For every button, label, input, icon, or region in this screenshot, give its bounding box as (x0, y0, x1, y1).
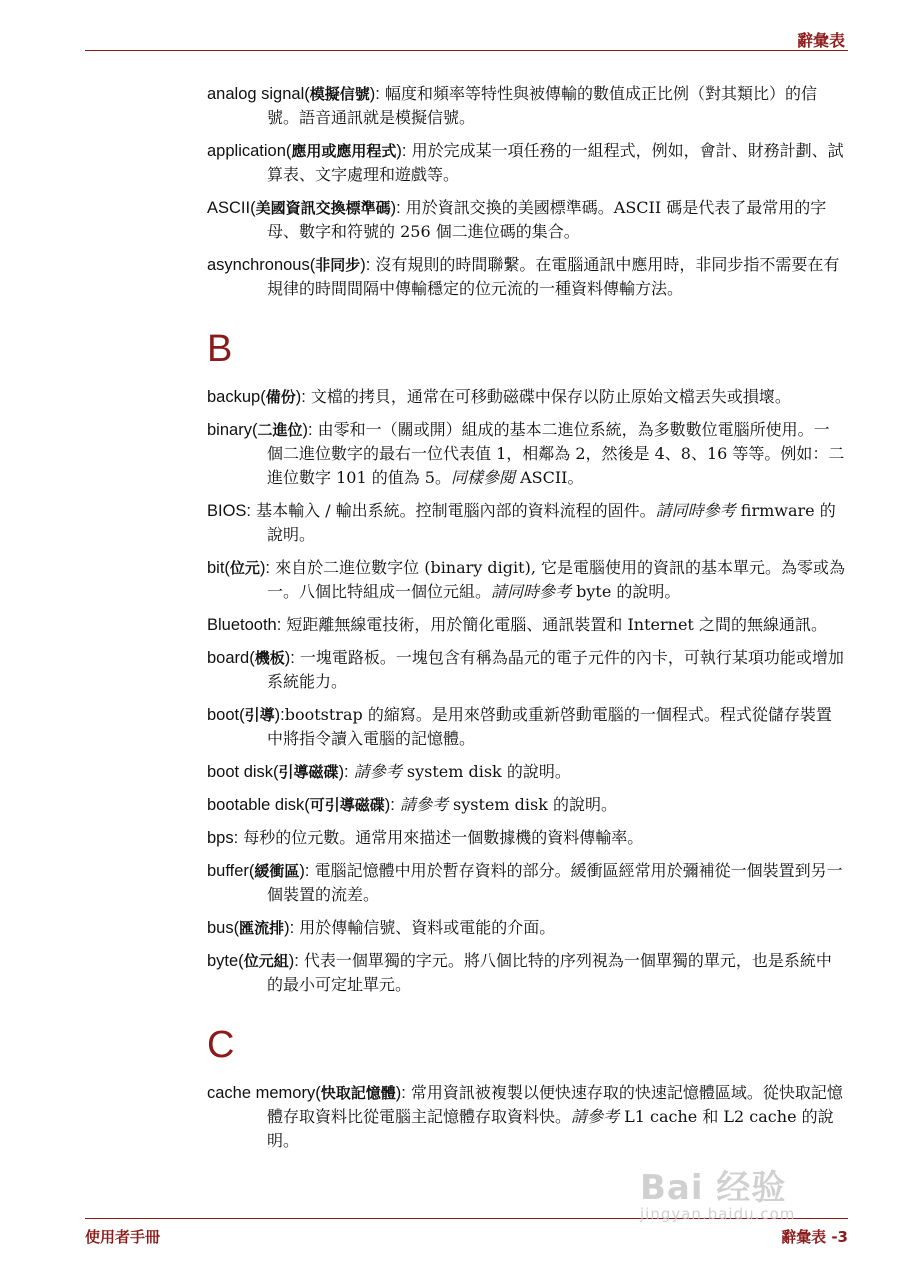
glossary-term: boot disk( (207, 763, 279, 781)
glossary-definition: 短距離無線電技術，用於簡化電腦、通訊裝置和 Internet 之間的無線通訊。 (281, 615, 827, 634)
glossary-see-target: ASCII。 (515, 468, 584, 487)
footer-page-number: 辭彙表 -3 (781, 1228, 848, 1246)
glossary-entry (207, 760, 845, 784)
glossary-term-chinese: 機板 (254, 649, 285, 667)
header-title: 辭彙表 (796, 31, 845, 50)
glossary-term: board( (207, 649, 255, 667)
glossary-term-chinese: 快取記憶體 (320, 1084, 396, 1102)
glossary-term-close: ): (395, 1084, 406, 1102)
glossary-definition: 文檔的拷貝，通常在可移動磁碟中保存以防止原始文檔丟失或損壞。 (305, 387, 791, 406)
glossary-definition: 基本輸入 / 輸出系統。控制電腦內部的資料流程的固件。 (251, 501, 656, 520)
glossary-see-target: firmware 的說明。 (267, 501, 836, 544)
glossary-term-chinese: 位元 (229, 559, 260, 577)
glossary-term-close: ): (295, 388, 306, 406)
glossary-entry (207, 385, 845, 409)
glossary-term: Bluetooth: (207, 616, 282, 634)
glossary-term-close: ): (369, 85, 380, 103)
glossary-term-close: ): (338, 763, 349, 781)
entries-c (207, 1081, 845, 1153)
glossary-term: analog signal( (207, 85, 310, 103)
glossary-entry (207, 1081, 845, 1153)
glossary-term-chinese: 位元組 (243, 952, 289, 970)
glossary-entry (207, 556, 845, 604)
glossary-term: byte( (207, 952, 244, 970)
glossary-term: binary( (207, 421, 258, 439)
glossary-term-close: ): (384, 796, 395, 814)
watermark-url: jingyan.baidu.com (640, 1205, 796, 1223)
glossary-definition: 常用資訊被複製以便快速存取的快速記憶體區域。從快取記憶體存取資料比從電腦主記憶體存取資料快。 (267, 1083, 843, 1126)
glossary-entry (207, 613, 845, 637)
glossary-term-close: ): (390, 199, 401, 217)
glossary-see-also: 請參考 (399, 795, 448, 814)
glossary-definition: 電腦記憶體中用於暫存資料的部分。緩衝區經常用於彌補從一個裝置到另一個裝置的流差。 (267, 861, 843, 904)
header-rule (85, 50, 848, 51)
glossary-definition: 每秒的位元數。通常用來描述一個數據機的資料傳輸率。 (238, 828, 644, 847)
glossary-term: bus( (207, 919, 240, 937)
glossary-term: boot( (207, 706, 245, 724)
glossary-term-close: ): (302, 421, 313, 439)
glossary-entry (207, 916, 845, 940)
glossary-definition: 用於完成某一項任務的一組程式，例如，會計、財務計劃、試算表、文字處理和遊戲等。 (267, 141, 844, 184)
glossary-term-chinese: 美國資訊交換標準碼 (255, 199, 391, 217)
glossary-term: asynchronous( (207, 256, 316, 274)
glossary-entry (207, 418, 845, 490)
glossary-entry (207, 949, 845, 997)
glossary-see-also: 請同時參考 (655, 501, 736, 520)
glossary-definition: 來自於二進位數字位 (binary digit), 它是電腦使用的資訊的基本單元。為零或為一。八個比特組成一個位元組。 (267, 558, 845, 601)
glossary-see-target: system disk 的說明。 (401, 762, 571, 781)
glossary-definition: 用於傳輸信號、資料或電能的介面。 (294, 918, 556, 937)
footer-manual-title: 使用者手冊 (85, 1228, 161, 1246)
glossary-see-also: 請參考 (571, 1107, 620, 1126)
glossary-term-chinese: 匯流排 (239, 919, 285, 937)
glossary-definition: 代表一個單獨的字元。將八個比特的序列視為一個單獨的單元，也是系統中的最小可定址單元。 (267, 951, 832, 994)
glossary-term-chinese: 引導磁碟 (278, 763, 339, 781)
glossary-term-close: ): (360, 256, 371, 274)
glossary-term: ASCII( (207, 199, 256, 217)
glossary-term-close: ): (284, 919, 295, 937)
glossary-definition: bootstrap 的縮寫。是用來啓動或重新啓動電腦的一個程式。程式從儲存裝置中將指令讀入電腦的記憶體。 (267, 705, 832, 748)
glossary-definition: 由零和一（關或開）組成的基本二進位系統，為多數數位電腦所使用。一個二進位數字的最右一位代表值 1，相鄰為 2，然後是 4、8、16 等等。例如：二進位數字 101 的值為 5。 (267, 420, 845, 487)
glossary-definition: 沒有規則的時間聯繫。在電腦通訊中應用時，非同步指不需要在有規律的時間間隔中傳輸穩定的位元流的一種資料傳輸方法。 (267, 255, 840, 298)
glossary-term-chinese: 備份 (265, 388, 296, 406)
glossary-term-close: ): (274, 706, 285, 724)
glossary-term-close: ): (299, 862, 310, 880)
glossary-entry (207, 139, 845, 187)
glossary-term-close: ): (288, 952, 299, 970)
glossary-term-chinese: 可引導磁碟 (309, 796, 385, 814)
section-heading-b: B (207, 328, 233, 370)
glossary-definition: 一塊電路板。一塊包含有稱為晶元的電子元件的內卡，可執行某項功能或增加系統能力。 (267, 648, 844, 691)
glossary-content (207, 82, 845, 1162)
glossary-entry (207, 499, 845, 547)
glossary-entry (207, 859, 845, 907)
glossary-term: application( (207, 142, 292, 160)
glossary-see-target: system disk 的說明。 (447, 795, 618, 814)
glossary-term: BIOS: (207, 502, 252, 520)
glossary-term: cache memory( (207, 1084, 321, 1102)
glossary-entry (207, 826, 845, 850)
glossary-see-also: 請同時參考 (491, 582, 572, 601)
glossary-entry (207, 646, 845, 694)
glossary-entry (207, 703, 845, 751)
glossary-definition: 幅度和頻率等特性與被傳輸的數值成正比例（對其類比）的信號。語音通訊就是模擬信號。 (267, 84, 817, 127)
glossary-term: bit( (207, 559, 230, 577)
entries-b (207, 385, 845, 997)
glossary-see-also: 同樣參閱 (450, 468, 515, 487)
glossary-definition: 用於資訊交換的美國標準碼。ASCII 碼是代表了最常用的字母、數字和符號的 256 個二進位碼的集合。 (267, 198, 827, 241)
glossary-see-also: 請參考 (353, 762, 402, 781)
glossary-term: bootable disk( (207, 796, 310, 814)
glossary-term-chinese: 應用或應用程式 (291, 142, 397, 160)
glossary-term: buffer( (207, 862, 255, 880)
glossary-term-close: ): (284, 649, 295, 667)
glossary-term-close: ): (396, 142, 407, 160)
baidu-watermark (640, 1160, 850, 1230)
glossary-term-chinese: 引導 (244, 706, 275, 724)
glossary-see-target: byte 的說明。 (571, 582, 681, 601)
glossary-term-chinese: 二進位 (257, 421, 303, 439)
glossary-term-chinese: 模擬信號 (309, 85, 370, 103)
glossary-term-chinese: 非同步 (315, 256, 361, 274)
glossary-entry (207, 253, 845, 301)
watermark-logo: Bai 经验 (640, 1168, 787, 1208)
entries-a (207, 82, 845, 301)
glossary-term-close: ): (259, 559, 271, 577)
glossary-term-chinese: 緩衝區 (254, 862, 300, 880)
glossary-term: bps: (207, 829, 239, 847)
glossary-term: backup( (207, 388, 266, 406)
glossary-entry (207, 82, 845, 130)
glossary-see-target: L1 cache 和 L2 cache 的說明。 (267, 1107, 834, 1150)
glossary-entry (207, 196, 845, 244)
glossary-entry (207, 793, 845, 817)
section-heading-c: C (207, 1024, 235, 1066)
